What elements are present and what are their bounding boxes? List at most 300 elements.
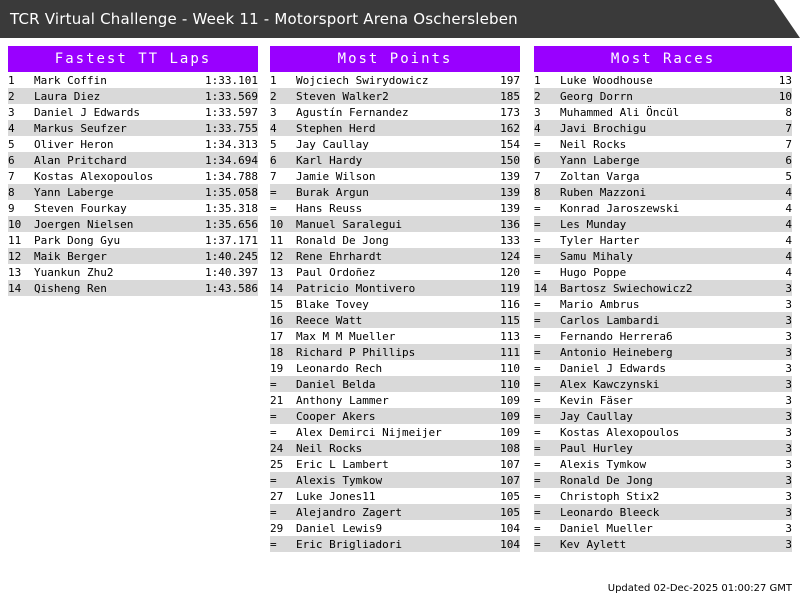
row-value: 10 (778, 89, 792, 103)
row-position: 9 (8, 201, 15, 215)
table-row (534, 536, 792, 552)
row-value: 119 (500, 281, 520, 295)
row-value: 7 (785, 121, 792, 135)
table-row (270, 184, 520, 200)
row-value: 4 (785, 265, 792, 279)
row-value: 1:33.569 (205, 89, 258, 103)
row-driver-name: Mario Ambrus (560, 297, 640, 311)
row-driver-name: Daniel Belda (296, 377, 376, 391)
row-position: 27 (270, 489, 284, 503)
row-value: 3 (785, 345, 792, 359)
row-position: = (534, 361, 541, 375)
row-value: 3 (785, 425, 792, 439)
table-row (8, 104, 258, 120)
row-driver-name: Richard P Phillips (296, 345, 416, 359)
table-row (534, 328, 792, 344)
row-driver-name: Kostas Alexopoulos (560, 425, 680, 439)
table-row (270, 328, 520, 344)
row-position: = (534, 425, 541, 439)
row-driver-name: Fernando Herrera6 (560, 329, 673, 343)
row-position: 1 (270, 73, 277, 87)
row-driver-name: Yann Laberge (34, 185, 114, 199)
row-driver-name: Park Dong Gyu (34, 233, 121, 247)
row-driver-name: Luke Jones11 (296, 489, 376, 503)
row-position: 4 (8, 121, 15, 135)
row-value: 107 (500, 473, 520, 487)
table-row (534, 152, 792, 168)
table-row (270, 88, 520, 104)
table-row (534, 440, 792, 456)
row-position: 25 (270, 457, 284, 471)
row-value: 3 (785, 361, 792, 375)
page-title: TCR Virtual Challenge - Week 11 - Motorsport Arena Oschersleben (10, 10, 518, 28)
row-driver-name: Rene Ehrhardt (296, 249, 383, 263)
row-position: = (270, 185, 277, 199)
table-row (270, 392, 520, 408)
row-value: 1:33.597 (205, 105, 258, 119)
row-position: 15 (270, 297, 284, 311)
row-position: = (534, 217, 541, 231)
row-driver-name: Joergen Nielsen (34, 217, 134, 231)
row-driver-name: Eric L Lambert (296, 457, 389, 471)
row-value: 1:34.788 (205, 169, 258, 183)
row-position: = (534, 505, 541, 519)
table-row (8, 168, 258, 184)
row-position: = (534, 409, 541, 423)
table-row (534, 280, 792, 296)
table-row (534, 200, 792, 216)
table-row (270, 440, 520, 456)
row-value: 3 (785, 505, 792, 519)
row-value: 104 (500, 521, 520, 535)
row-driver-name: Laura Diez (34, 89, 101, 103)
row-driver-name: Anthony Lammer (296, 393, 389, 407)
row-value: 150 (500, 153, 520, 167)
row-position: = (534, 345, 541, 359)
row-value: 185 (500, 89, 520, 103)
row-value: 1:33.755 (205, 121, 258, 135)
page-header (0, 0, 800, 38)
row-position: 8 (534, 185, 541, 199)
row-position: = (270, 473, 277, 487)
row-position: = (534, 249, 541, 263)
table-row (270, 424, 520, 440)
row-position: = (534, 521, 541, 535)
row-position: = (270, 425, 277, 439)
row-position: 2 (534, 89, 541, 103)
row-position: 19 (270, 361, 284, 375)
row-value: 105 (500, 489, 520, 503)
table-row (534, 504, 792, 520)
row-position: = (534, 441, 541, 455)
table-row (534, 248, 792, 264)
row-driver-name: Alan Pritchard (34, 153, 127, 167)
row-value: 1:35.656 (205, 217, 258, 231)
table-row (534, 216, 792, 232)
row-value: 8 (785, 105, 792, 119)
row-driver-name: Eric Brigliadori (296, 537, 402, 551)
row-driver-name: Konrad Jaroszewski (560, 201, 680, 215)
table-most-races (534, 72, 792, 552)
row-position: = (270, 201, 277, 215)
row-value: 1:34.694 (205, 153, 258, 167)
row-value: 110 (500, 377, 520, 391)
table-row (270, 232, 520, 248)
table-row (8, 72, 258, 88)
row-position: 1 (8, 73, 15, 87)
row-driver-name: Daniel J Edwards (560, 361, 666, 375)
row-value: 133 (500, 233, 520, 247)
row-driver-name: Ronald De Jong (296, 233, 389, 247)
row-driver-name: Alex Kawczynski (560, 377, 660, 391)
row-driver-name: Alex Demirci Nijmeijer (296, 425, 442, 439)
row-value: 7 (785, 137, 792, 151)
column-heading-fastest-tt-laps: Fastest TT Laps (8, 46, 258, 72)
row-position: 14 (270, 281, 284, 295)
row-position: 16 (270, 313, 284, 327)
row-driver-name: Yann Laberge (560, 153, 640, 167)
row-driver-name: Zoltan Varga (560, 169, 640, 183)
row-driver-name: Burak Argun (296, 185, 369, 199)
row-driver-name: Carlos Lambardi (560, 313, 660, 327)
row-driver-name: Wojciech Swirydowicz (296, 73, 429, 87)
row-value: 154 (500, 137, 520, 151)
table-row (534, 520, 792, 536)
table-row (534, 472, 792, 488)
table-row (270, 200, 520, 216)
table-row (270, 216, 520, 232)
row-value: 113 (500, 329, 520, 343)
table-fastest-tt-laps (8, 72, 258, 296)
row-driver-name: Luke Woodhouse (560, 73, 653, 87)
row-driver-name: Hugo Poppe (560, 265, 627, 279)
table-row (270, 248, 520, 264)
row-position: 24 (270, 441, 284, 455)
row-driver-name: Blake Tovey (296, 297, 369, 311)
row-value: 1:34.313 (205, 137, 258, 151)
table-row (270, 120, 520, 136)
row-position: 4 (270, 121, 277, 135)
row-value: 1:35.058 (205, 185, 258, 199)
row-position: 3 (534, 105, 541, 119)
row-position: 2 (8, 89, 15, 103)
row-value: 4 (785, 185, 792, 199)
row-driver-name: Oliver Heron (34, 137, 114, 151)
table-row (534, 264, 792, 280)
row-driver-name: Manuel Saralegui (296, 217, 402, 231)
row-value: 173 (500, 105, 520, 119)
table-row (534, 344, 792, 360)
row-driver-name: Reece Watt (296, 313, 363, 327)
row-position: = (534, 329, 541, 343)
row-value: 3 (785, 473, 792, 487)
row-value: 136 (500, 217, 520, 231)
row-driver-name: Daniel Mueller (560, 521, 653, 535)
table-most-points (270, 72, 520, 552)
row-value: 109 (500, 409, 520, 423)
row-driver-name: Mark Coffin (34, 73, 107, 87)
row-position: = (534, 489, 541, 503)
column-heading-most-races: Most Races (534, 46, 792, 72)
table-row (270, 72, 520, 88)
row-value: 108 (500, 441, 520, 455)
row-value: 3 (785, 329, 792, 343)
table-row (8, 216, 258, 232)
row-driver-name: Patricio Montivero (296, 281, 416, 295)
table-row (270, 296, 520, 312)
row-position: 6 (8, 153, 15, 167)
row-position: 14 (8, 281, 22, 295)
row-value: 4 (785, 217, 792, 231)
table-row (270, 376, 520, 392)
row-position: 5 (270, 137, 277, 151)
row-driver-name: Neil Rocks (560, 137, 627, 151)
table-row (534, 392, 792, 408)
row-driver-name: Steven Fourkay (34, 201, 127, 215)
row-position: 1 (534, 73, 541, 87)
row-position: = (534, 393, 541, 407)
table-row (534, 424, 792, 440)
table-row (8, 152, 258, 168)
table-row (8, 120, 258, 136)
row-position: 21 (270, 393, 284, 407)
table-row (534, 312, 792, 328)
row-position: = (270, 505, 277, 519)
row-value: 3 (785, 281, 792, 295)
row-driver-name: Alejandro Zagert (296, 505, 402, 519)
row-value: 4 (785, 249, 792, 263)
row-position: 12 (8, 249, 22, 263)
table-row (270, 264, 520, 280)
row-value: 197 (500, 73, 520, 87)
row-position: 18 (270, 345, 284, 359)
row-value: 116 (500, 297, 520, 311)
table-row (8, 136, 258, 152)
row-position: 7 (270, 169, 277, 183)
row-position: 7 (8, 169, 15, 183)
row-position: 11 (8, 233, 22, 247)
row-value: 4 (785, 201, 792, 215)
row-position: 5 (8, 137, 15, 151)
table-row (534, 136, 792, 152)
table-row (8, 264, 258, 280)
row-value: 1:35.318 (205, 201, 258, 215)
row-position: 17 (270, 329, 284, 343)
row-value: 1:43.586 (205, 281, 258, 295)
row-driver-name: Paul Hurley (560, 441, 633, 455)
table-row (8, 248, 258, 264)
row-value: 1:37.171 (205, 233, 258, 247)
row-value: 111 (500, 345, 520, 359)
row-value: 4 (785, 233, 792, 247)
row-position: = (534, 457, 541, 471)
row-position: = (270, 537, 277, 551)
table-row (534, 232, 792, 248)
row-driver-name: Jamie Wilson (296, 169, 376, 183)
table-row (270, 360, 520, 376)
row-driver-name: Kevin Fäser (560, 393, 633, 407)
row-value: 5 (785, 169, 792, 183)
table-row (8, 232, 258, 248)
row-driver-name: Kostas Alexopoulos (34, 169, 154, 183)
row-value: 120 (500, 265, 520, 279)
table-row (534, 184, 792, 200)
row-driver-name: Maik Berger (34, 249, 107, 263)
row-position: 11 (270, 233, 284, 247)
row-driver-name: Samu Mihaly (560, 249, 633, 263)
row-driver-name: Kev Aylett (560, 537, 627, 551)
row-driver-name: Stephen Herd (296, 121, 376, 135)
row-position: = (534, 297, 541, 311)
table-row (534, 456, 792, 472)
row-value: 162 (500, 121, 520, 135)
row-value: 3 (785, 489, 792, 503)
table-row (270, 136, 520, 152)
row-value: 3 (785, 313, 792, 327)
row-value: 3 (785, 377, 792, 391)
table-row (270, 408, 520, 424)
row-driver-name: Leonardo Bleeck (560, 505, 660, 519)
header-corner-notch (774, 0, 800, 38)
row-value: 3 (785, 537, 792, 551)
row-position: 13 (270, 265, 284, 279)
table-row (270, 344, 520, 360)
row-driver-name: Daniel Lewis9 (296, 521, 383, 535)
table-row (8, 200, 258, 216)
row-value: 124 (500, 249, 520, 263)
row-value: 110 (500, 361, 520, 375)
row-driver-name: Ruben Mazzoni (560, 185, 647, 199)
row-driver-name: Georg Dorrn (560, 89, 633, 103)
row-driver-name: Max M M Mueller (296, 329, 396, 343)
row-driver-name: Tyler Harter (560, 233, 640, 247)
table-row (270, 536, 520, 552)
row-position: = (534, 473, 541, 487)
row-position: 6 (270, 153, 277, 167)
table-row (534, 376, 792, 392)
column-most-races (534, 46, 792, 552)
row-driver-name: Qisheng Ren (34, 281, 107, 295)
updated-timestamp: Updated 02-Dec-2025 01:00:27 GMT (607, 583, 792, 594)
table-body-most-points (270, 72, 520, 552)
row-value: 1:33.101 (205, 73, 258, 87)
row-driver-name: Ronald De Jong (560, 473, 653, 487)
row-driver-name: Karl Hardy (296, 153, 363, 167)
row-driver-name: Agustín Fernandez (296, 105, 409, 119)
row-driver-name: Alexis Tymkow (296, 473, 383, 487)
table-row (534, 104, 792, 120)
row-position: = (534, 313, 541, 327)
row-driver-name: Leonardo Rech (296, 361, 383, 375)
row-position: = (534, 377, 541, 391)
row-value: 139 (500, 185, 520, 199)
row-value: 3 (785, 457, 792, 471)
row-position: 4 (534, 121, 541, 135)
row-driver-name: Jay Caullay (296, 137, 369, 151)
table-row (270, 456, 520, 472)
table-row (270, 488, 520, 504)
row-value: 3 (785, 409, 792, 423)
row-value: 107 (500, 457, 520, 471)
row-value: 115 (500, 313, 520, 327)
row-value: 13 (778, 73, 792, 87)
row-driver-name: Markus Seufzer (34, 121, 127, 135)
column-heading-most-points: Most Points (270, 46, 520, 72)
table-body-most-races (534, 72, 792, 552)
table-row (270, 504, 520, 520)
row-value: 6 (785, 153, 792, 167)
column-most-points (270, 46, 520, 552)
row-value: 139 (500, 201, 520, 215)
row-driver-name: Cooper Akers (296, 409, 376, 423)
row-position: = (534, 265, 541, 279)
row-driver-name: Christoph Stix2 (560, 489, 660, 503)
row-position: 3 (8, 105, 15, 119)
table-row (8, 88, 258, 104)
table-row (534, 360, 792, 376)
row-position: = (534, 137, 541, 151)
row-position: 6 (534, 153, 541, 167)
table-body-fastest-tt-laps (8, 72, 258, 296)
table-row (534, 488, 792, 504)
row-value: 3 (785, 521, 792, 535)
row-value: 3 (785, 441, 792, 455)
row-driver-name: Muhammed Ali Öncül (560, 105, 680, 119)
table-row (270, 280, 520, 296)
row-value: 109 (500, 425, 520, 439)
column-fastest-tt-laps (8, 46, 258, 296)
table-row (534, 120, 792, 136)
row-driver-name: Les Munday (560, 217, 627, 231)
table-row (8, 280, 258, 296)
row-position: 14 (534, 281, 548, 295)
row-driver-name: Antonio Heineberg (560, 345, 673, 359)
row-driver-name: Jay Caullay (560, 409, 633, 423)
row-position: 12 (270, 249, 284, 263)
row-driver-name: Steven Walker2 (296, 89, 389, 103)
row-driver-name: Daniel J Edwards (34, 105, 140, 119)
row-position: = (534, 233, 541, 247)
table-row (534, 88, 792, 104)
row-driver-name: Neil Rocks (296, 441, 363, 455)
row-driver-name: Alexis Tymkow (560, 457, 647, 471)
row-position: 10 (270, 217, 284, 231)
row-position: 10 (8, 217, 22, 231)
row-position: 3 (270, 105, 277, 119)
table-row (534, 296, 792, 312)
row-value: 109 (500, 393, 520, 407)
row-position: 29 (270, 521, 284, 535)
row-driver-name: Hans Reuss (296, 201, 363, 215)
table-row (534, 168, 792, 184)
row-driver-name: Bartosz Swiechowicz2 (560, 281, 693, 295)
row-position: = (534, 201, 541, 215)
table-row (270, 472, 520, 488)
row-position: 13 (8, 265, 22, 279)
row-driver-name: Paul Ordoñez (296, 265, 376, 279)
row-value: 1:40.397 (205, 265, 258, 279)
row-value: 139 (500, 169, 520, 183)
row-value: 3 (785, 297, 792, 311)
row-position: 8 (8, 185, 15, 199)
row-position: = (270, 409, 277, 423)
table-row (534, 72, 792, 88)
row-value: 1:40.245 (205, 249, 258, 263)
row-driver-name: Javi Brochigu (560, 121, 647, 135)
row-position: = (534, 537, 541, 551)
table-row (270, 152, 520, 168)
table-row (270, 168, 520, 184)
